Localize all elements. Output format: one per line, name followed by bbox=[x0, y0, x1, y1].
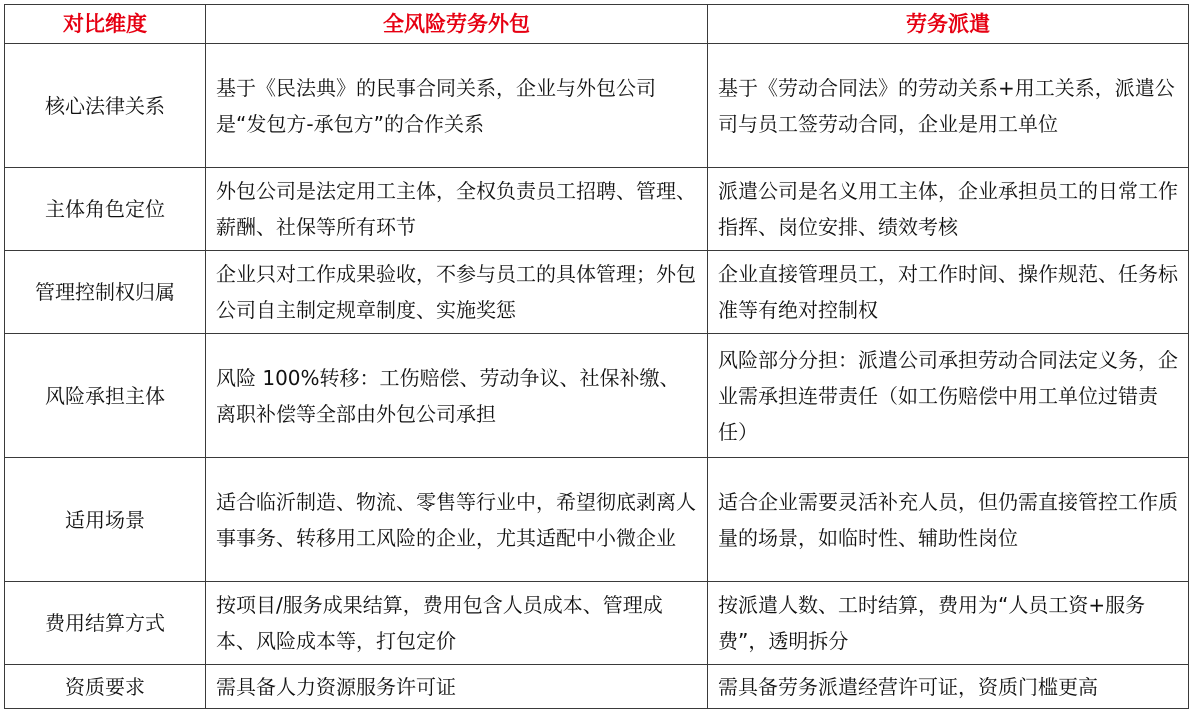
row-dimension: 风险承担主体 bbox=[5, 334, 206, 458]
row-outsourcing: 企业只对工作成果验收，不参与员工的具体管理；外包公司自主制定规章制度、实施奖惩 bbox=[206, 251, 708, 334]
row-dispatch: 派遣公司是名义用工主体，企业承担员工的日常工作指挥、岗位安排、绩效考核 bbox=[708, 168, 1189, 251]
header-outsourcing: 全风险劳务外包 bbox=[206, 5, 708, 44]
row-outsourcing: 外包公司是法定用工主体，全权负责员工招聘、管理、薪酬、社保等所有环节 bbox=[206, 168, 708, 251]
comparison-table bbox=[4, 4, 1189, 709]
row-dispatch: 适合企业需要灵活补充人员，但仍需直接管控工作质量的场景，如临时性、辅助性岗位 bbox=[708, 458, 1189, 582]
header-dispatch: 劳务派遣 bbox=[708, 5, 1189, 44]
row-dimension: 资质要求 bbox=[5, 665, 206, 709]
table-row bbox=[5, 168, 1189, 251]
row-dimension: 管理控制权归属 bbox=[5, 251, 206, 334]
header-row bbox=[5, 5, 1189, 44]
header-dimension: 对比维度 bbox=[5, 5, 206, 44]
table-row bbox=[5, 44, 1189, 168]
row-dispatch: 按派遣人数、工时结算，费用为“人员工资+服务费”，透明拆分 bbox=[708, 582, 1189, 665]
row-dispatch: 需具备劳务派遣经营许可证，资质门槛更高 bbox=[708, 665, 1189, 709]
row-dimension: 适用场景 bbox=[5, 458, 206, 582]
table-row bbox=[5, 334, 1189, 458]
table-row bbox=[5, 251, 1189, 334]
row-dispatch: 风险部分分担：派遣公司承担劳动合同法定义务，企业需承担连带责任（如工伤赔偿中用工单位过错责任） bbox=[708, 334, 1189, 458]
row-outsourcing: 适合临沂制造、物流、零售等行业中，希望彻底剥离人事事务、转移用工风险的企业，尤其适配中小微企业 bbox=[206, 458, 708, 582]
row-outsourcing: 基于《民法典》的民事合同关系，企业与外包公司是“发包方-承包方”的合作关系 bbox=[206, 44, 708, 168]
row-outsourcing: 按项目/服务成果结算，费用包含人员成本、管理成本、风险成本等，打包定价 bbox=[206, 582, 708, 665]
table-row bbox=[5, 458, 1189, 582]
row-dispatch: 企业直接管理员工，对工作时间、操作规范、任务标准等有绝对控制权 bbox=[708, 251, 1189, 334]
row-outsourcing: 需具备人力资源服务许可证 bbox=[206, 665, 708, 709]
row-dimension: 主体角色定位 bbox=[5, 168, 206, 251]
row-dimension: 费用结算方式 bbox=[5, 582, 206, 665]
row-dimension: 核心法律关系 bbox=[5, 44, 206, 168]
row-outsourcing: 风险 100%转移：工伤赔偿、劳动争议、社保补缴、离职补偿等全部由外包公司承担 bbox=[206, 334, 708, 458]
table-row bbox=[5, 582, 1189, 665]
row-dispatch: 基于《劳动合同法》的劳动关系+用工关系，派遣公司与员工签劳动合同，企业是用工单位 bbox=[708, 44, 1189, 168]
table-row bbox=[5, 665, 1189, 709]
